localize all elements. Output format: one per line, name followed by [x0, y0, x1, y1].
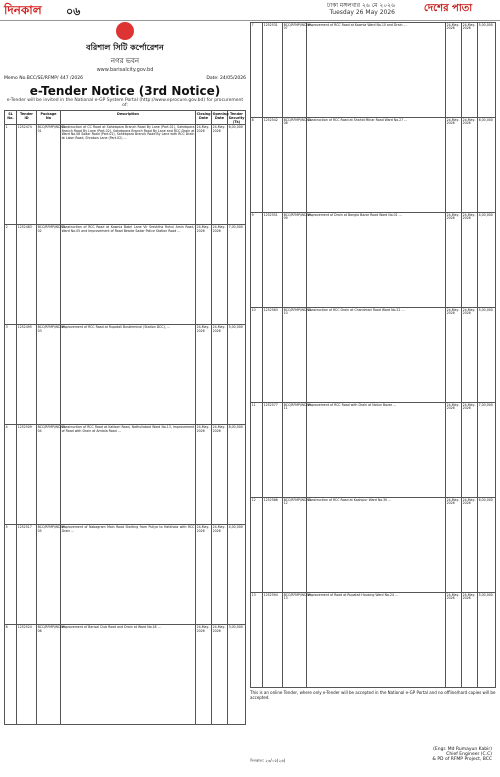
row-description: Construction of RCC Drain at Chandmari Road Ward No.22 ... — [307, 308, 446, 403]
tender-table-left — [4, 110, 246, 725]
row-tender-id: 1252563 — [263, 308, 283, 403]
row-opening-date: 24-May-2026 — [212, 125, 228, 225]
row-closing-date: 24-May-2026 — [196, 525, 212, 625]
row-opening-date: 24-May-2026 — [212, 225, 228, 325]
col-security: Tender Security (Tk) — [228, 111, 245, 124]
row-sl: 7 — [251, 23, 263, 118]
publication-date — [300, 2, 395, 16]
row-package: BCC/RFMP/WD/W-06 — [37, 625, 61, 725]
row-package: BCC/RFMP/WD/W-11 — [283, 403, 307, 498]
tender-notice-left — [4, 22, 246, 772]
row-closing-date: 24-May-2026 — [446, 23, 462, 118]
row-tender-id: 1252517 — [17, 525, 37, 625]
row-sl: 12 — [251, 498, 263, 593]
table-row — [5, 425, 246, 525]
row-opening-date: 24-May-2026 — [212, 325, 228, 425]
row-package: BCC/RFMP/WD/W-01 — [37, 125, 61, 225]
row-opening-date: 24-May-2026 — [462, 23, 478, 118]
row-security: 5,00,000 — [478, 308, 496, 403]
table-row — [251, 213, 496, 308]
row-closing-date: 24-May-2026 — [196, 425, 212, 525]
col-tender-id: Tender ID — [17, 111, 37, 125]
row-opening-date: 24-May-2026 — [212, 625, 228, 725]
row-description: Construction of RCC Road at Kalibari Road, Nathullabad Ward No.13, Improvement of Road with Drain at Amtala Road ... — [61, 425, 196, 525]
row-description: Improvement of Nabagram Main Road Starting from Puliya to Hatkhola with RCC Drain ... — [61, 525, 196, 625]
row-sl: 9 — [251, 213, 263, 308]
row-security: 4,00,000 — [228, 525, 246, 625]
notice-title: e-Tender Notice (3rd Notice) — [29, 84, 221, 98]
date-english: Tuesday 26 May 2026 — [329, 9, 395, 16]
row-sl: 6 — [5, 625, 17, 725]
row-description: Construction of RCC Road at Shahid Minar Road Ward No.27 ... — [307, 118, 446, 213]
row-description: Improvement of Barisal Club Road and Drain at Ward No.18 ... — [61, 625, 196, 725]
row-security: 6,00,000 — [478, 118, 496, 213]
row-security: 7,00,000 — [478, 403, 496, 498]
table-header-row — [5, 111, 246, 125]
row-sl: 1 — [5, 125, 17, 225]
row-opening-date: 24-May-2026 — [462, 118, 478, 213]
section-title: দেশের পাতা — [423, 3, 473, 14]
memo-line — [4, 76, 246, 81]
date-bangla: ঢাকা মঙ্গলবার ২৬ মে ২০২৬ — [326, 2, 395, 9]
footer-note: This is an online Tender, where only e-Tender will be accepted in the National e-GP Portal and no offline/hard copies will be accepted. — [250, 690, 496, 700]
signer-designation: Chief Engineer (C.C) — [446, 752, 492, 757]
row-package: BCC/RFMP/WD/W-13 — [283, 593, 307, 688]
row-sl: 3 — [5, 325, 17, 425]
row-description: Improvement of Drain at Bangla Bazar Road Ward No.01 ... — [307, 213, 446, 308]
row-security: 5,00,000 — [478, 23, 496, 118]
row-closing-date: 24-May-2026 — [196, 125, 212, 225]
row-closing-date: 24-May-2026 — [446, 403, 462, 498]
row-opening-date: 24-May-2026 — [212, 525, 228, 625]
col-package: Package No — [37, 111, 61, 125]
row-closing-date: 24-May-2026 — [446, 593, 462, 688]
table-row — [5, 525, 246, 625]
row-sl: 5 — [5, 525, 17, 625]
row-tender-id: 1252586 — [263, 498, 283, 593]
table-row — [5, 625, 246, 725]
table-row — [5, 225, 246, 325]
page-number: ০৬ — [66, 5, 81, 18]
row-description: Improvement of RCC Road at Rupatali Busterminal (Station DCC), ... — [61, 325, 196, 425]
table-row — [251, 118, 496, 213]
col-description: Description — [61, 111, 196, 125]
row-security: 5,00,000 — [228, 325, 246, 425]
row-sl: 4 — [5, 425, 17, 525]
row-security: 5,00,000 — [478, 593, 496, 688]
tender-notice-right — [250, 22, 496, 772]
office-name: নগর ভবন — [110, 57, 140, 65]
row-tender-id: 1252495 — [17, 325, 37, 425]
memo-number: Memo No.BCC/SE/RFMP/ 447 /2026 — [4, 76, 83, 81]
row-description: Improvement of RCC Road with Drain at Notun Bazar ... — [307, 403, 446, 498]
row-closing-date: 24-May-2026 — [196, 225, 212, 325]
row-security: 3,00,000 — [228, 625, 246, 725]
table-row — [5, 125, 246, 225]
newspaper-logo: দিনকাল — [4, 3, 42, 17]
row-opening-date: 24-May-2026 — [462, 498, 478, 593]
row-description: Improvement of RCC Road at Kawnia Ward No.10 and Drain ... — [307, 23, 446, 118]
row-closing-date: 24-May-2026 — [446, 308, 462, 403]
table-row — [251, 498, 496, 593]
row-description: Improvement of Road at Rupatali Housing Ward No.24 ... — [307, 593, 446, 688]
row-sl: 13 — [251, 593, 263, 688]
row-tender-id: 1252509 — [17, 425, 37, 525]
row-security: 7,00,000 — [228, 225, 246, 325]
row-tender-id: 1252542 — [263, 118, 283, 213]
col-sl: SL No. — [5, 111, 17, 125]
row-description: Construction of RCC Road at Kashipur Ward No.30 ... — [307, 498, 446, 593]
row-security: 6,00,000 — [478, 498, 496, 593]
bottom-reference: দিনকাল: ২৩/০৫(২৬) — [250, 758, 286, 763]
row-closing-date: 24-May-2026 — [196, 625, 212, 725]
tender-table-right — [250, 22, 496, 688]
row-tender-id: 1252551 — [263, 213, 283, 308]
memo-date: Date: 24/05/2026 — [206, 76, 246, 81]
row-package: BCC/RFMP/WD/W-09 — [283, 213, 307, 308]
row-sl: 10 — [251, 308, 263, 403]
row-tender-id: 1252577 — [263, 403, 283, 498]
row-description: Construction of RCC Road at Kawnia Babri Lane Vir Sreshtha Ruhul Amin Road, Ward No.05 and Improvement of Road Beside Sadar Police Station Road ... — [61, 225, 196, 325]
row-tender-id: 1252483 — [17, 225, 37, 325]
row-security: 4,00,000 — [478, 213, 496, 308]
row-sl: 2 — [5, 225, 17, 325]
row-opening-date: 24-May-2026 — [462, 593, 478, 688]
row-package: BCC/RFMP/WD/W-02 — [37, 225, 61, 325]
table-row — [251, 23, 496, 118]
col-opening: Opening Date — [212, 111, 228, 125]
row-package: BCC/RFMP/WD/W-07 — [283, 23, 307, 118]
row-package: BCC/RFMP/WD/W-05 — [37, 525, 61, 625]
row-opening-date: 24-May-2026 — [212, 425, 228, 525]
newspaper-header — [0, 0, 500, 21]
row-closing-date: 24-May-2026 — [446, 213, 462, 308]
row-tender-id: 1252474 — [17, 125, 37, 225]
notice-subtitle: e-Tender will be invited in the National e-GP System Portal (http://www.eprocure.gov.bd) for procurement of: — [6, 98, 244, 108]
row-opening-date: 24-May-2026 — [462, 403, 478, 498]
corporation-seal-icon — [116, 22, 134, 40]
row-tender-id: 1252594 — [263, 593, 283, 688]
row-tender-id: 1252524 — [17, 625, 37, 725]
website-link: www.barisalcity.gov.bd — [96, 67, 154, 73]
table-row — [5, 325, 246, 425]
row-tender-id: 1252531 — [263, 23, 283, 118]
row-package: BCC/RFMP/WD/W-12 — [283, 498, 307, 593]
table-row — [251, 593, 496, 688]
row-opening-date: 24-May-2026 — [462, 213, 478, 308]
row-closing-date: 24-May-2026 — [196, 325, 212, 425]
col-closing: Closing Date — [196, 111, 212, 125]
row-sl: 8 — [251, 118, 263, 213]
row-closing-date: 24-May-2026 — [446, 498, 462, 593]
row-security: 8,00,000 — [228, 425, 246, 525]
row-package: BCC/RFMP/WD/W-04 — [37, 425, 61, 525]
row-security: 6,00,000 — [228, 125, 246, 225]
corporation-name: বরিশাল সিটি কর্পোরেশন — [86, 43, 164, 52]
row-package: BCC/RFMP/WD/W-03 — [37, 325, 61, 425]
row-package: BCC/RFMP/WD/W-08 — [283, 118, 307, 213]
table-row — [251, 403, 496, 498]
signer-name: (Engr. Md Rumayun Kabir) — [433, 747, 492, 752]
row-opening-date: 24-May-2026 — [462, 308, 478, 403]
table-row — [251, 308, 496, 403]
row-closing-date: 24-May-2026 — [446, 118, 462, 213]
project-name: & PD of RFMP Project, BCC — [432, 757, 492, 762]
row-description: Construction of CC Road at Sahebpara Branch Road By Lane (Part-01), Sahebpara Branch Road By Lane (Part-02), Sahebpara Branch Road By Lane and RCC Drain at Ward No.06 Sadar Road (Part-01), Sahebpara Branch Road By Lane with RCC Drain at Lalon Road, Shrabon Lane (Part-02) ... — [61, 125, 196, 225]
row-package: BCC/RFMP/WD/W-10 — [283, 308, 307, 403]
row-sl: 11 — [251, 403, 263, 498]
